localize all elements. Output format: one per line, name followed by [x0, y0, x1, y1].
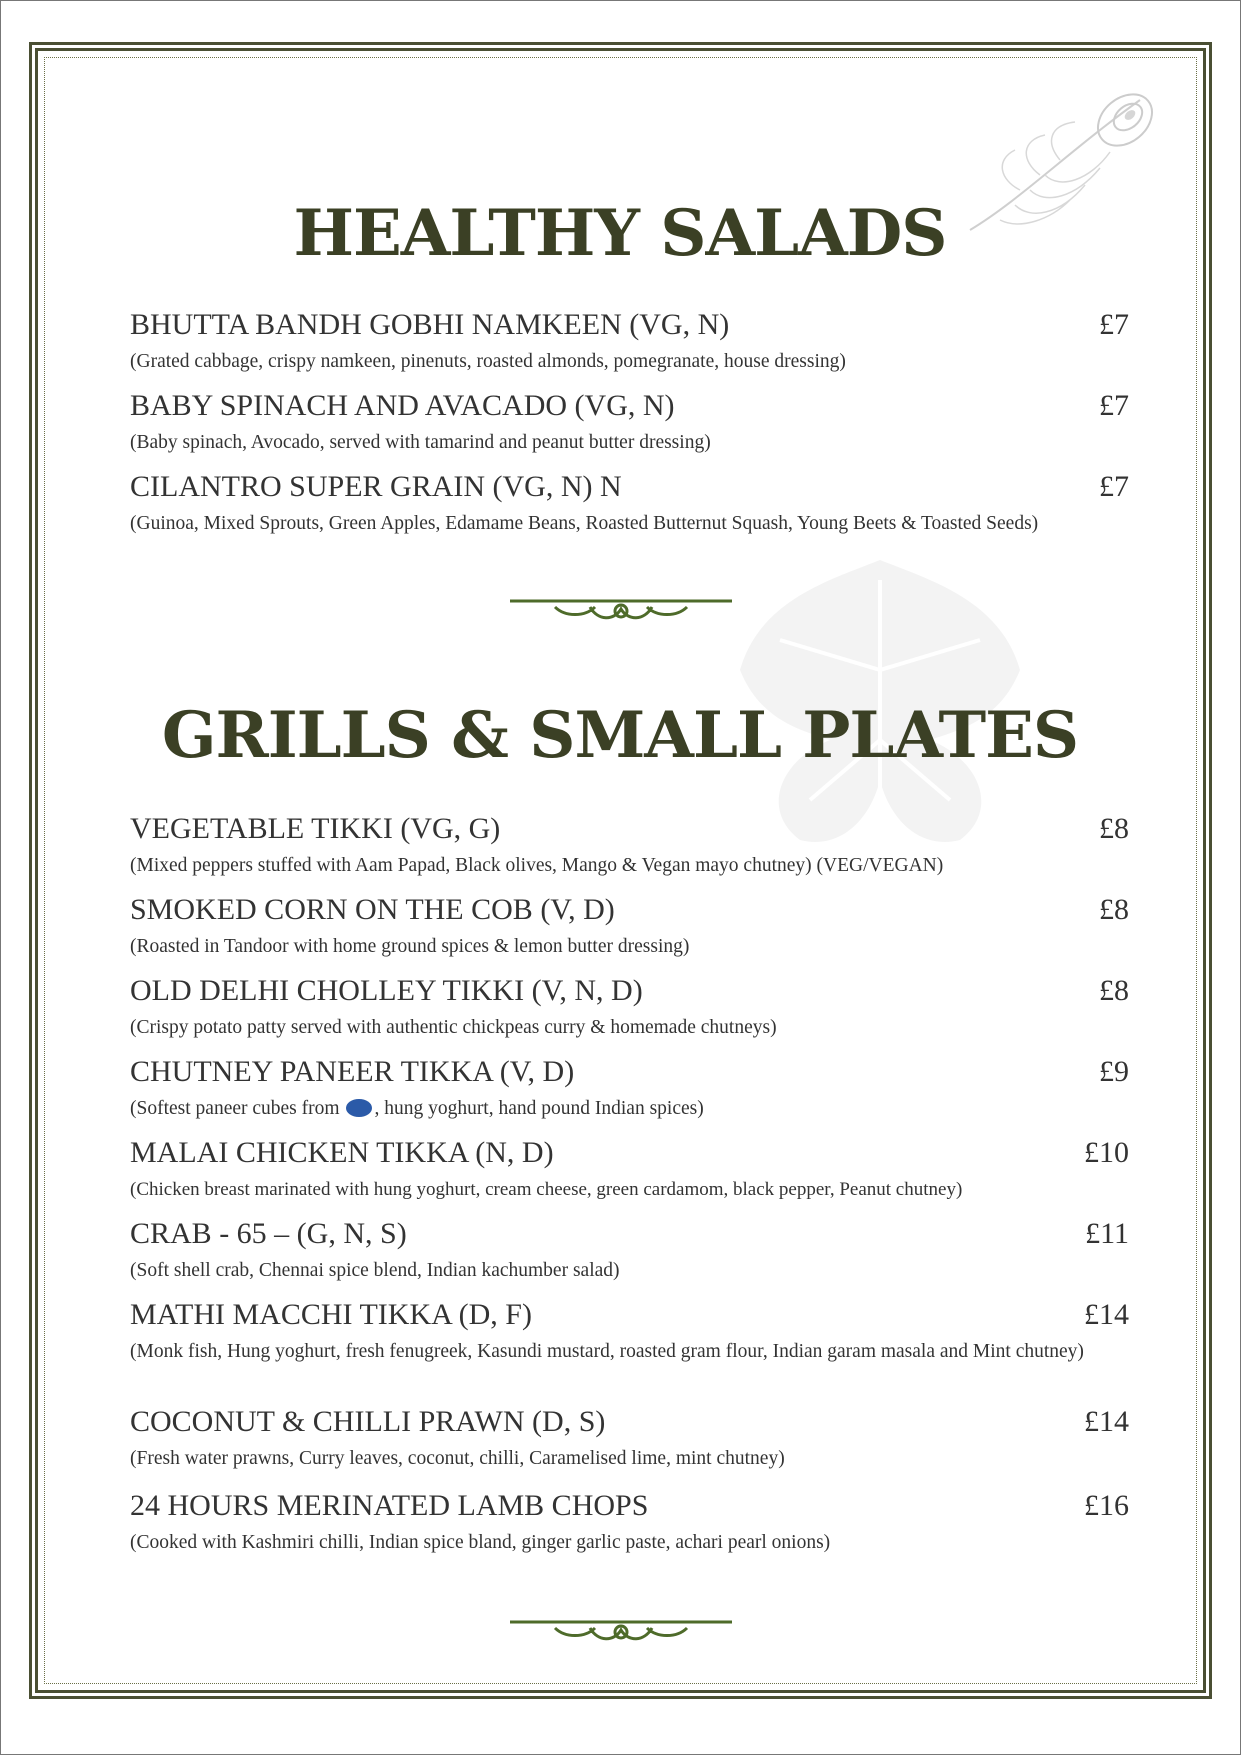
menu-item [130, 974, 1135, 1040]
item-name: BHUTTA BANDH GOBHI NAMKEEN (VG, N) [130, 308, 730, 341]
menu-item [130, 1136, 1135, 1202]
item-price: £8 [1099, 812, 1129, 845]
item-name: MALAI CHICKEN TIKKA (N, D) [130, 1136, 554, 1169]
item-price: £14 [1084, 1405, 1129, 1438]
menu-item [130, 1489, 1135, 1555]
item-price: £10 [1084, 1136, 1129, 1169]
item-description: (Cooked with Kashmiri chilli, Indian spice bland, ginger garlic paste, achari pearl onions) [130, 1532, 831, 1553]
item-name: CILANTRO SUPER GRAIN (VG, N) N [130, 470, 622, 503]
item-name: COCONUT & CHILLI PRAWN (D, S) [130, 1405, 606, 1438]
menu-item [130, 1298, 1135, 1364]
item-price: £7 [1099, 308, 1129, 341]
item-description: (Crispy potato patty served with authentic chickpeas curry & homemade chutneys) [130, 1017, 777, 1038]
dairy-valley-logo-icon [346, 1099, 372, 1117]
menu-item [130, 1055, 1135, 1121]
item-description-end: , hung yoghurt, hand pound Indian spices) [374, 1098, 704, 1119]
item-price: £9 [1099, 1055, 1129, 1088]
menu-item [130, 1217, 1135, 1283]
item-description: (Monk fish, Hung yoghurt, fresh fenugreek, Kasundi mustard, roasted gram flour, Indian garam masala and Mint chutney) [130, 1341, 1084, 1362]
menu-item [130, 308, 1135, 374]
menu-item [130, 893, 1135, 959]
menu-item [130, 812, 1135, 878]
item-name: SMOKED CORN ON THE COB (V, D) [130, 893, 615, 926]
item-name: CHUTNEY PANEER TIKKA (V, D) [130, 1055, 575, 1088]
menu-item [130, 1405, 1135, 1471]
item-price: £8 [1099, 893, 1129, 926]
scroll-divider-icon [510, 585, 732, 625]
item-description: (Mixed peppers stuffed with Aam Papad, Black olives, Mango & Vegan mayo chutney) (VEG/VEGAN) [130, 855, 944, 876]
item-price: £7 [1099, 470, 1129, 503]
item-description: (Chicken breast marinated with hung yoghurt, cream cheese, green cardamom, black pepper, Peanut chutney) [130, 1179, 963, 1200]
item-name: 24 HOURS MERINATED LAMB CHOPS [130, 1489, 649, 1522]
item-price: £16 [1084, 1489, 1129, 1522]
item-description: (Guinoa, Mixed Sprouts, Green Apples, Edamame Beans, Roasted Butternut Squash, Young Beets & Toasted Seeds) [130, 513, 1039, 534]
item-description: (Soft shell crab, Chennai spice blend, Indian kachumber salad) [130, 1260, 620, 1281]
item-name: VEGETABLE TIKKI (VG, G) [130, 812, 501, 845]
item-price: £7 [1099, 389, 1129, 422]
item-description: (Grated cabbage, crispy namkeen, pinenuts, roasted almonds, pomegranate, house dressing) [130, 351, 846, 372]
item-price: £11 [1085, 1217, 1129, 1250]
item-description [130, 1097, 1135, 1121]
menu-item [130, 389, 1135, 455]
item-price: £14 [1084, 1298, 1129, 1331]
item-name: OLD DELHI CHOLLEY TIKKI (V, N, D) [130, 974, 643, 1007]
item-description-start: (Softest paneer cubes from [130, 1098, 340, 1119]
section-title-grills-small-plates: GRILLS & SMALL PLATES [161, 698, 1079, 773]
menu-item [130, 470, 1135, 536]
item-name: BABY SPINACH AND AVACADO (VG, N) [130, 389, 675, 422]
scroll-divider-icon [510, 1606, 732, 1646]
item-description: (Fresh water prawns, Curry leaves, coconut, chilli, Caramelised lime, mint chutney) [130, 1448, 785, 1469]
item-description: (Baby spinach, Avocado, served with tamarind and peanut butter dressing) [130, 432, 711, 453]
item-name: MATHI MACCHI TIKKA (D, F) [130, 1298, 532, 1331]
item-name: CRAB - 65 – (G, N, S) [130, 1217, 407, 1250]
section-title-healthy-salads: HEALTHY SALADS [293, 196, 947, 271]
item-description: (Roasted in Tandoor with home ground spices & lemon butter dressing) [130, 936, 690, 957]
item-price: £8 [1099, 974, 1129, 1007]
